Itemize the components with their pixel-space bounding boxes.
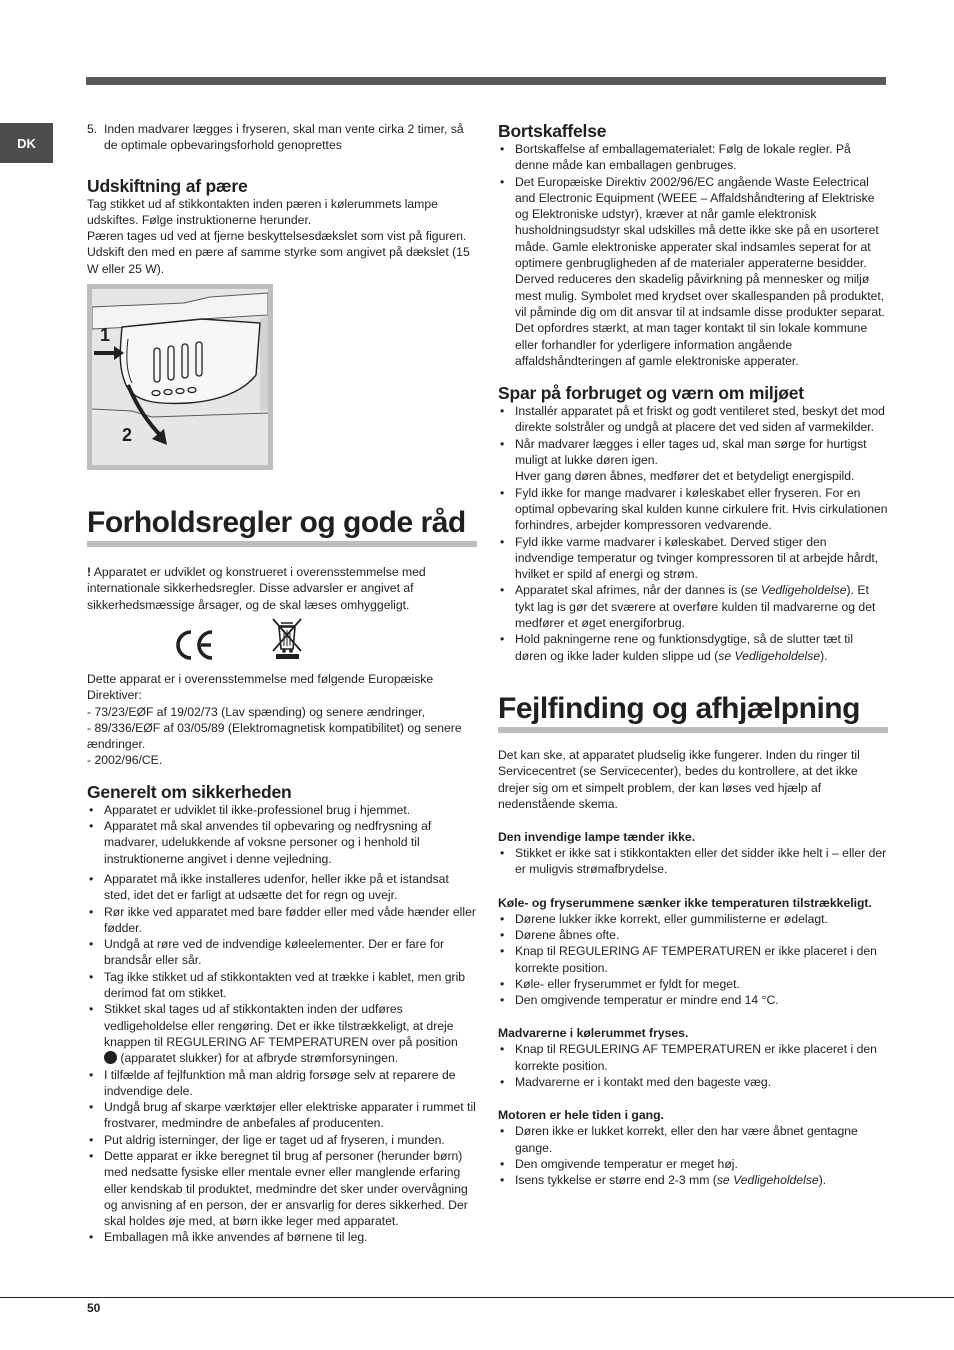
step-number: 5.: [87, 122, 98, 136]
off-position-icon: [104, 1051, 117, 1064]
weee-bin-icon: [270, 617, 304, 659]
list-item: • Apparatet må ikke installeres udenfor, heller ikke på et istandsat sted, idet det er farligt at udsætte det for regn og uvejr.: [87, 871, 477, 904]
list-item: • Dørene åbnes ofte.: [498, 927, 888, 943]
list-item: • Dette apparat er ikke beregnet til brug af personer (herunder børn) med nedsatte fysiske eller mentale evner eller manglende erfaring eller kendskab til produktet, medmindre det sker under overvågning og anvisning af en person, der er ansvarlig for deres sikkerhed. Der skal holdes øje med, at børn ikke leger med apparatet.: [87, 1148, 477, 1229]
list-item: • Stikket er ikke sat i stikkontakten eller det sidder ikke helt i – eller der er muligvis strømafbrydelse.: [498, 845, 888, 878]
list-item: • Undgå brug af skarpe værktøjer eller elektriske apparater i rummet til frostvarer, medmindre de anbefales af producenten.: [87, 1099, 477, 1132]
energy-saving-heading: Spar på forbruget og værn om miljøet: [498, 383, 804, 404]
right-column: [498, 121, 888, 1189]
language-tab-label: DK: [17, 135, 36, 151]
list-item: • Emballagen må ikke anvendes af børnene til leg.: [87, 1229, 477, 1245]
directive-1: - 73/23/EØF af 19/02/73 (Lav spænding) og senere ændringer,: [87, 704, 426, 719]
general-safety-list: [87, 802, 477, 1246]
list-item: • Undgå at røre ved de indvendige køleelementer. Der er fare for brandsår eller sår.: [87, 936, 477, 969]
directives-intro: Dette apparat er i overensstemmelse med følgende Europæiske Direktiver:: [87, 671, 434, 703]
energy-saving-list: [498, 403, 888, 664]
directive-3: - 2002/96/CE.: [87, 753, 163, 768]
list-item: • I tilfælde af fejlfunktion må man aldrig forsøge selv at reparere de indvendige dele.: [87, 1067, 477, 1100]
problem-heading: Køle- og fryserummene sænker ikke temperaturen tilstrækkeligt.: [498, 895, 872, 910]
warning-mark: !: [87, 565, 92, 580]
problem-causes: [498, 1041, 888, 1090]
list-item: • Hold pakningerne rene og funktionsdygtige, så de slutter tæt til døren og ikke lader kulden slippe ud (se Vedligeholdelse).: [498, 631, 888, 664]
list-item: • Dørene lukker ikke korrekt, eller gummilisterne er ødelagt.: [498, 911, 888, 927]
list-item: • Installér apparatet på et friskt og godt ventileret sted, beskyt det mod direkte solstråler og undgå at placere det ved siden af varmekilder.: [498, 403, 888, 436]
language-tab: [0, 123, 53, 163]
lamp-cover-illustration: [92, 289, 268, 465]
maintenance-reference: se Vedligeholdelse: [718, 648, 821, 663]
list-item: • Apparatet må skal anvendes til opbevaring og nedfrysning af madvarer, udelukkende af voksne personer og i henhold til instruktionerne angivet i denne vejledning.: [87, 818, 477, 867]
header-rule: [86, 77, 886, 85]
list-item: • Apparatet skal afrimes, når der dannes is (se Vedligeholdelse). Et tykt lag is gør det sværere at overføre kulden til madvarerne og det medfører et øget energiforbrug.: [498, 582, 888, 631]
warning-text: Apparatet er udviklet og konstrueret i overensstemmelse med internationale sikkerhedsregler. Disse advarsler er angivet af sikkerhedsmæssige årsager, og de skal læses omhyggeligt.: [87, 565, 426, 612]
list-item: • Put aldrig isterninger, der lige er taget ud af fryseren, i munden.: [87, 1132, 477, 1148]
list-item: • Isens tykkelse er større end 2-3 mm (se Vedligeholdelse).: [498, 1172, 888, 1188]
list-item: • Rør ikke ved apparatet med bare fødder eller med våde hænder eller fødder.: [87, 904, 477, 937]
list-item-text: Stikket skal tages ud af stikkontakten inden der udføres vedligeholdelse eller rengøring. Det er ikke tilstrækkeligt, at dreje knappen til REGULERING AF TEMPERATUREN over på position: [104, 1002, 458, 1049]
list-item: [498, 436, 888, 485]
troubleshooting-title: Fejlfinding og afhjælpning: [498, 692, 888, 733]
list-item: • Bortskaffelse af emballagematerialet: Følg de lokale regler. På denne måde kan emballagen genbruges.: [498, 141, 888, 174]
bulb-replacement-figure: [87, 284, 273, 470]
list-item: • Køle- eller fryserummet er fyldt for meget.: [498, 976, 888, 992]
list-item-text: Når madvarer lægges i eller tages ud, skal man sørge for hurtigst muligt at lukke døren igen.: [515, 436, 867, 468]
figure-label-2: 2: [122, 425, 133, 446]
list-item-text: Det Europæiske Direktiv 2002/96/EC angående Waste Eelectrical and Electronic Equipment (WEEE – Affaldshåndtering af Elektriske og Elektroniske udstyr), kræver at når gamle elektronisk husholdningsudstyr skal udskilles må dette ikke ske på en usorteret måde. Gamle elektroniske apperater skal indsamles seperat for at optimere genbrugligheden af de materialer apperaterne besidder. Derved reduceres den skadelig påvirkning på mennesker og miljø mest mulig. Symbolet med krydset over skallespanden på produktet, vil påminde dig om dit ansvar til at indsamle disse produkter separat.: [515, 174, 885, 319]
general-safety-heading: Generelt om sikkerheden: [87, 781, 292, 802]
list-item: • Den omgivende temperatur er mindre end 14 °C.: [498, 992, 888, 1008]
problem-causes: [498, 1123, 888, 1188]
directive-2: - 89/336/EØF af 03/05/89 (Elektromagnetisk kompatibilitet) og senere ændringer.: [87, 720, 462, 752]
certification-logos: [87, 613, 477, 671]
list-item: • Knap til REGULERING AF TEMPERATUREN er ikke placeret i den korrekte position.: [498, 943, 888, 976]
list-item: • Knap til REGULERING AF TEMPERATUREN er ikke placeret i den korrekte position.: [498, 1041, 888, 1074]
problem-heading: Madvarerne i kølerummet fryses.: [498, 1026, 689, 1041]
step-text: Inden madvarer lægges i fryseren, skal man vente cirka 2 timer, så de optimale opbevaringsforhold genoprettes: [104, 122, 464, 153]
bulb-heading: Udskiftning af pære: [87, 175, 248, 196]
problem-heading: Motoren er hele tiden i gang.: [498, 1108, 664, 1123]
page-number: 50: [87, 1301, 101, 1315]
bulb-paragraph-1: Tag stikket ud af stikkontakten inden pæren i kølerummets lampe udskiftes. Følge instruktionerne herunder.: [87, 196, 438, 227]
problem-causes: [498, 911, 888, 1009]
list-item: • Fyld ikke varme madvarer i køleskabet. Derved stiger den indvendige temperatur og tvinger kompressoren til at arbejde hårdt, hvilket er spild af energi og strøm.: [498, 534, 888, 583]
footer-rule: [0, 1297, 954, 1298]
step-5: [87, 121, 477, 154]
list-item: • Apparatet er udviklet til ikke-professionel brug i hjemmet.: [87, 802, 477, 818]
list-item: • Fyld ikke for mange madvarer i køleskabet eller fryseren. For en optimal opbevaring skal kulden kunne cirkulere frit. Hvis cirkulationen forhindres, arbejder kompressoren vedvarende.: [498, 485, 888, 534]
list-item-text: Hver gang døren åbnes, medfører det et betydeligt energispild.: [515, 469, 855, 484]
disposal-heading: Bortskaffelse: [498, 121, 607, 141]
list-item: • Tag ikke stikket ud af stikkontakten ved at trække i kablet, men grib derimod fat om stikket.: [87, 969, 477, 1002]
list-item: [498, 174, 888, 370]
safety-title: Forholdsregler og gode råd: [87, 506, 477, 547]
maintenance-reference: se Vedligeholdelse: [744, 583, 847, 598]
list-item: • Den omgivende temperatur er meget høj.: [498, 1156, 888, 1172]
list-item: • Madvarerne er i kontakt med den bageste væg.: [498, 1074, 888, 1090]
ce-mark-icon: [175, 629, 215, 661]
warning-paragraph: [87, 564, 477, 613]
figure-label-1: 1: [100, 325, 111, 346]
left-column: [87, 121, 477, 1246]
list-item-text: Det opfordres stærkt, at man tager kontakt til sin lokale kommune eller forhandler for yderligere information angående affaldshåndteringen af gamle elektroniske apperater.: [515, 321, 868, 368]
list-item: • Døren ikke er lukket korrekt, eller den har være åbnet gentagne gange.: [498, 1123, 888, 1156]
maintenance-reference: se Vedligeholdelse: [716, 1173, 819, 1188]
troubleshooting-intro: Det kan ske, at apparatet pludselig ikke fungerer. Inden du ringer til Servicecentret (se Servicecenter), bedes du kontrollere, at det ikke drejer sig om et simpelt problem, der kan løses ved hjælp af nedenstående skema.: [498, 747, 860, 811]
bulb-paragraph-2: Pæren tages ud ved at fjerne beskyttelsesdækslet som vist på figuren. Udskift den med en pære af samme styrke som angivet på dækslet (15 W eller 25 W).: [87, 229, 470, 276]
problem-causes: [498, 845, 888, 878]
problem-heading: Den invendige lampe tænder ikke.: [498, 830, 696, 845]
list-item-text: (apparatet slukker) for at afbryde strømforsyningen.: [120, 1051, 399, 1066]
list-item: [87, 1001, 477, 1066]
disposal-list: [498, 141, 888, 369]
